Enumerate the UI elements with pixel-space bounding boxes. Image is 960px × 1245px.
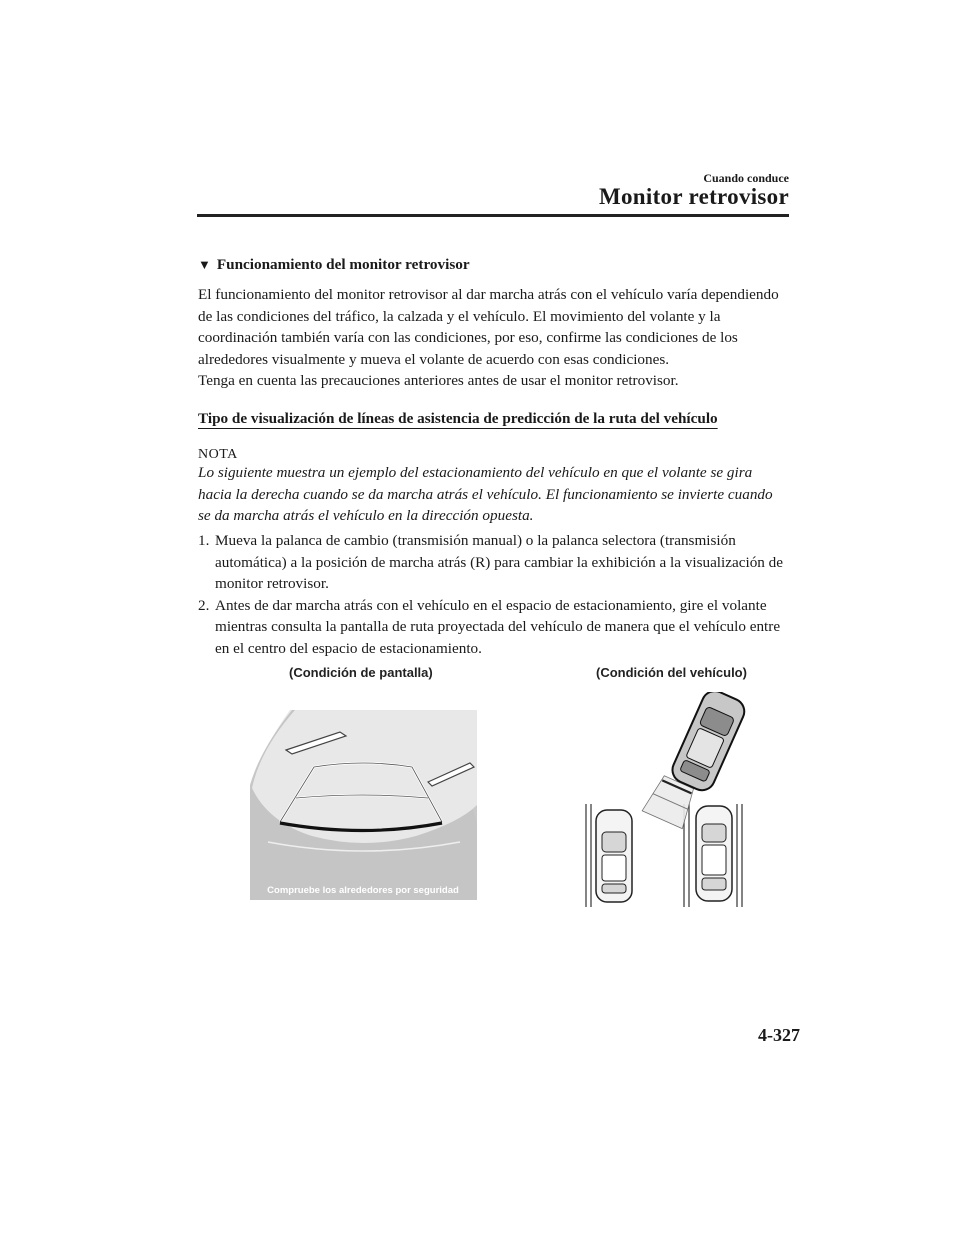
note-label: NOTA [198, 447, 238, 462]
list-item [198, 530, 788, 595]
screen-condition-label: (Condición de pantalla) [289, 665, 433, 680]
list-item [198, 595, 788, 660]
steps-list [198, 530, 788, 660]
vehicle-condition-label: (Condición del vehículo) [596, 665, 747, 680]
screen-illustration [250, 710, 477, 900]
section-label: Cuando conduce [703, 171, 789, 185]
parked-car-left [596, 810, 632, 902]
step-text: Antes de dar marcha atrás con el vehículo en el espacio de estacionamiento, gire el volante mientras consulta la pantalla de ruta proyectada del vehículo de manera que el vehículo entre en el centro del espacio de estacionamiento. [215, 596, 781, 657]
subheading: Tipo de visualización de líneas de asistencia de predicción de la ruta del vehículo [198, 410, 718, 427]
intro-paragraph-line: El funcionamiento del monitor retrovisor al dar marcha atrás con el vehículo varía dependiendo de las condiciones del tráfico, la calzada y el vehículo. El movimiento del volante y la coordinación también varía con las condiciones, por eso, confirme las condiciones de los alrededores visualmente y mueva el volante de acuerdo con esas condiciones. [198, 286, 779, 368]
section-heading [198, 254, 788, 276]
page-title: Monitor retrovisor [599, 184, 789, 209]
parked-car-right [696, 806, 732, 901]
intro-paragraph-line: Tenga en cuenta las precauciones anteriores antes de usar el monitor retrovisor. [198, 372, 679, 390]
intro-paragraph [198, 284, 788, 392]
reversing-car [642, 692, 748, 833]
screen-caption: Compruebe los alrededores por seguridad [267, 885, 459, 896]
step-number: 1. [198, 532, 210, 549]
vehicle-illustration [580, 692, 770, 907]
note-text: Lo siguiente muestra un ejemplo del estacionamiento del vehículo en que el volante se gira hacia la derecha cuando se da marcha atrás el vehículo. El funcionamiento se invierte cuando se da marcha atrás el vehículo en la dirección opuesta. [198, 464, 773, 525]
step-number: 2. [198, 596, 210, 614]
header-divider [197, 214, 789, 217]
triangle-marker-icon: ▼ [198, 257, 211, 272]
section-heading-text: Funcionamiento del monitor retrovisor [216, 256, 470, 273]
step-text: Mueva la palanca de cambio (transmisión manual) o la palanca selectora (transmisión automática) a la posición de marcha atrás (R) para cambiar la exhibición a la visualización de monitor retrovisor. [215, 532, 784, 593]
page-number: 4-327 [758, 1025, 800, 1045]
